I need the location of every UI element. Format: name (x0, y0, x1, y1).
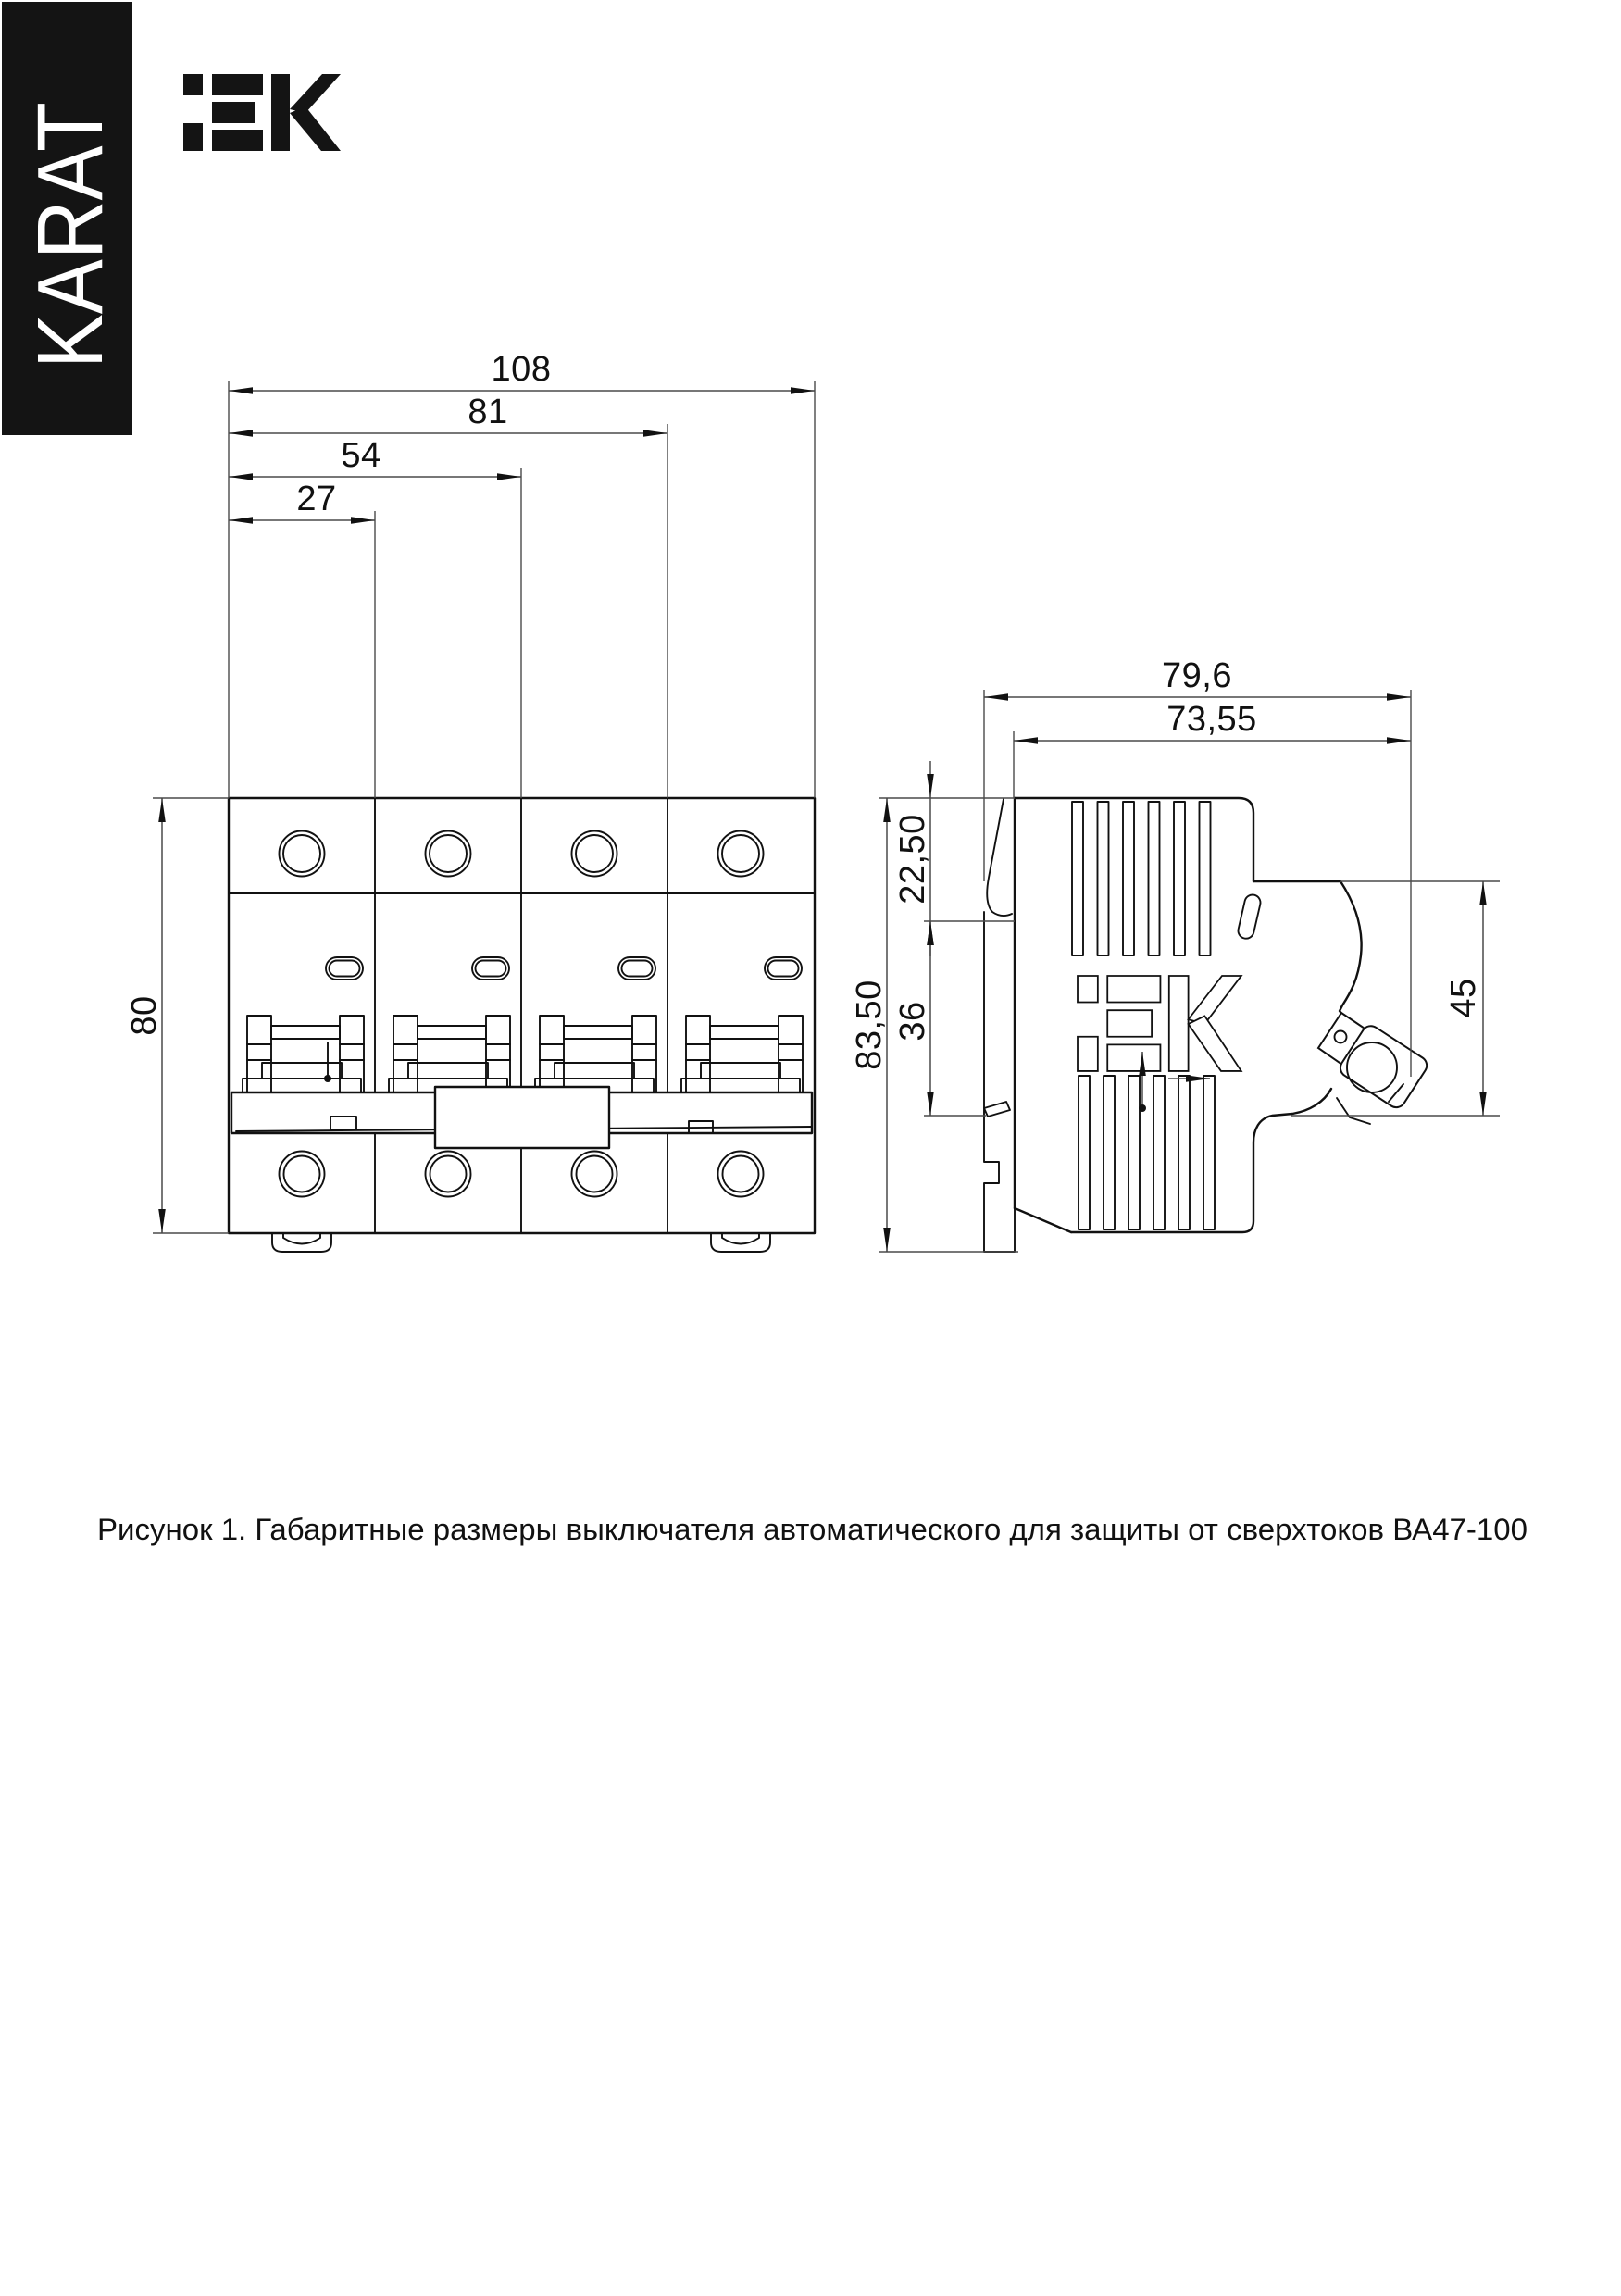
front-view (229, 798, 815, 1252)
vent-slots-top (1072, 802, 1211, 955)
din-rail-clip (984, 799, 1015, 1252)
logo-e-bar (212, 102, 255, 123)
iek-logo (183, 74, 341, 151)
iek-embossed-logo (1078, 976, 1241, 1071)
dim-height-overall (850, 798, 889, 1252)
logo-e-bar (212, 130, 263, 151)
dim-label: 79,6 (1162, 656, 1232, 695)
dim-label: 80 (125, 995, 164, 1036)
front-nose-profile (1340, 881, 1362, 1017)
dim-total-width (229, 350, 815, 391)
toggle-grip (435, 1087, 609, 1148)
logo-e-bar (212, 74, 263, 95)
format-banner (2, 2, 132, 435)
dim-label: 45 (1444, 978, 1483, 1018)
logo-k-stem (271, 74, 290, 151)
side-view-dimensions (850, 656, 1500, 1252)
toggle-indicator-dot (324, 1075, 331, 1082)
side-slot (1237, 893, 1262, 941)
vent-slots-bottom (1079, 1076, 1215, 1229)
dim-front-face-height (1444, 881, 1483, 1116)
dim-3-modules (229, 393, 667, 433)
logo-i-stem (183, 123, 203, 151)
dim-label: 73,55 (1166, 700, 1257, 739)
toggle-and-terminal (1318, 1013, 1430, 1124)
dim-label: 83,50 (850, 980, 889, 1070)
dim-2-modules (229, 436, 521, 477)
dim-label: 36 (893, 1001, 932, 1042)
dim-depth-body (1014, 700, 1411, 741)
din-tab (711, 1233, 770, 1252)
dim-label: 54 (341, 436, 381, 475)
side-view (984, 798, 1430, 1252)
dim-din-section (893, 921, 932, 1116)
dim-upper-section (893, 761, 932, 956)
figure-caption: Рисунок 1. Габаритные размеры выключателя автоматического для защиты от сверхтоков ВА47-100 (97, 1513, 1528, 1546)
dim-height (125, 798, 164, 1233)
dim-1-module (229, 480, 375, 520)
dim-label: 108 (491, 350, 552, 389)
dim-depth-overall (984, 656, 1411, 697)
dim-label: 22,50 (893, 814, 932, 905)
dim-label: 27 (296, 480, 337, 518)
dim-label: 81 (468, 393, 508, 431)
logo-k-arm (290, 106, 341, 151)
logo-i-dot (183, 74, 203, 95)
banner-label: KARAT (19, 67, 122, 368)
din-tab (272, 1233, 331, 1252)
logo-k-arm (290, 74, 341, 113)
